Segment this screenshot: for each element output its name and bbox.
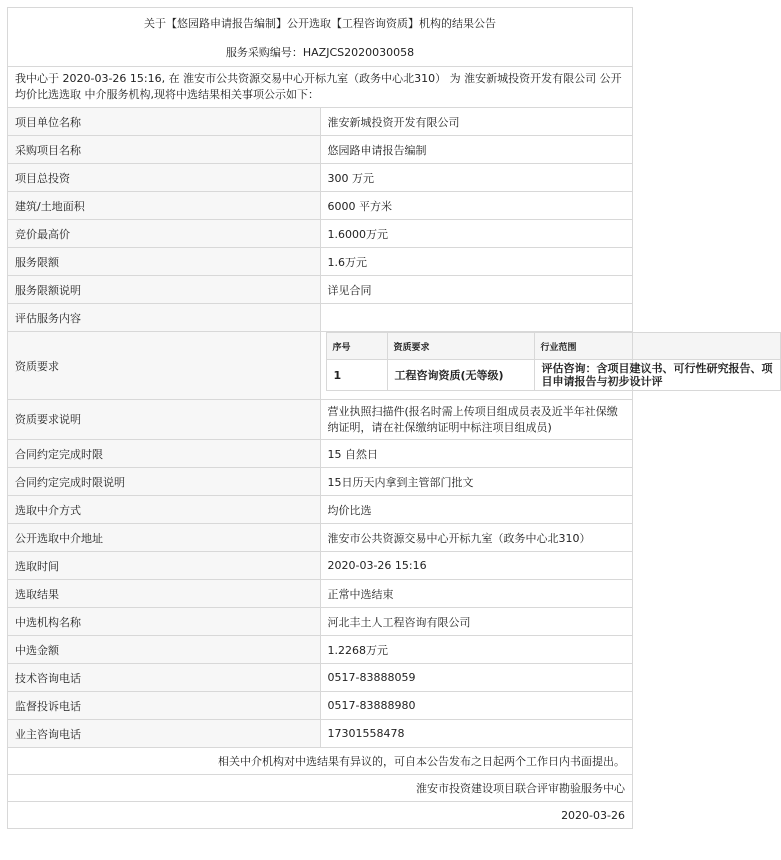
info-row [8, 164, 633, 192]
row-value: 15 自然日 [320, 440, 633, 468]
objection-notice: 相关中介机构对中选结果有异议的，可自本公告发布之日起两个工作日内书面提出。 [8, 748, 633, 775]
announcement [7, 7, 773, 829]
qualification-table [326, 332, 781, 391]
publish-date: 2020-03-26 [8, 802, 633, 829]
row-value: 均价比选 [320, 496, 633, 524]
row-value [320, 304, 633, 332]
qualification-label: 资质要求 [8, 332, 321, 400]
qual-header-scope: 行业范围 [534, 333, 780, 360]
issuing-org: 淮安市投资建设项目联合评审勘验服务中心 [8, 775, 633, 802]
row-value: 1.2268万元 [320, 636, 633, 664]
qual-desc-row [8, 400, 633, 440]
row-label: 采购项目名称 [8, 136, 321, 164]
qualification-row [8, 332, 633, 400]
qual-scope: 评估咨询：含项目建议书、可行性研究报告、项目申请报告与初步设计评 [534, 360, 780, 391]
row-label: 监督投诉电话 [8, 692, 321, 720]
qualification-cell [320, 332, 773, 400]
row-label: 公开选取中介地址 [8, 524, 321, 552]
row-label: 项目总投资 [8, 164, 321, 192]
info-row [8, 552, 633, 580]
info-row [8, 468, 633, 496]
row-label: 选取中介方式 [8, 496, 321, 524]
info-row [8, 524, 633, 552]
row-label: 业主咨询电话 [8, 720, 321, 748]
info-row [8, 440, 633, 468]
row-value: 2020-03-26 15:16 [320, 552, 633, 580]
row-value: 17301558478 [320, 720, 633, 748]
info-row [8, 664, 633, 692]
qual-req: 工程咨询资质(无等级) [387, 360, 534, 391]
qual-header-no: 序号 [326, 333, 387, 360]
row-label: 竞价最高价 [8, 220, 321, 248]
qual-no: 1 [326, 360, 387, 391]
page-title: 关于【悠园路申请报告编制】公开选取【工程咨询资质】机构的结果公告 [8, 8, 633, 39]
row-label: 服务限额说明 [8, 276, 321, 304]
row-label: 服务限额 [8, 248, 321, 276]
row-value: 淮安市公共资源交易中心开标九室（政务中心北310） [320, 524, 633, 552]
info-row [8, 192, 633, 220]
info-row [8, 636, 633, 664]
row-value: 15日历天内拿到主管部门批文 [320, 468, 633, 496]
row-label: 技术咨询电话 [8, 664, 321, 692]
info-rows-1 [8, 108, 633, 332]
info-row [8, 608, 633, 636]
row-label: 中选金额 [8, 636, 321, 664]
info-row [8, 108, 633, 136]
info-row [8, 720, 633, 748]
qual-header-req: 资质要求 [387, 333, 534, 360]
info-row [8, 580, 633, 608]
info-row [8, 692, 633, 720]
row-value: 6000 平方米 [320, 192, 633, 220]
info-row [8, 136, 633, 164]
row-label: 建筑/土地面积 [8, 192, 321, 220]
qual-desc-label: 资质要求说明 [8, 400, 321, 440]
info-row [8, 496, 633, 524]
row-value: 1.6万元 [320, 248, 633, 276]
row-value: 正常中选结束 [320, 580, 633, 608]
row-label: 项目单位名称 [8, 108, 321, 136]
info-rows-2 [8, 440, 633, 748]
row-value: 河北丰土人工程咨询有限公司 [320, 608, 633, 636]
row-label: 选取时间 [8, 552, 321, 580]
row-label: 合同约定完成时限说明 [8, 468, 321, 496]
announcement-table [7, 7, 773, 829]
row-label: 评估服务内容 [8, 304, 321, 332]
row-value: 详见合同 [320, 276, 633, 304]
row-value: 悠园路申请报告编制 [320, 136, 633, 164]
intro-text: 我中心于 2020-03-26 15:16, 在 淮安市公共资源交易中心开标九室（政务中心北310） 为 淮安新城投资开发有限公司 公开均价比选选取 中介服务机构,现将中选结果相关事项公示如下： [8, 67, 633, 108]
row-value: 1.6000万元 [320, 220, 633, 248]
row-value: 0517-83888059 [320, 664, 633, 692]
procurement-code: 服务采购编号：HAZJCS2020030058 [8, 38, 633, 67]
info-row [8, 220, 633, 248]
row-value: 0517-83888980 [320, 692, 633, 720]
row-label: 选取结果 [8, 580, 321, 608]
info-row [8, 276, 633, 304]
row-value: 淮安新城投资开发有限公司 [320, 108, 633, 136]
info-row [8, 248, 633, 276]
info-row [8, 304, 633, 332]
row-label: 合同约定完成时限 [8, 440, 321, 468]
row-value: 300 万元 [320, 164, 633, 192]
row-label: 中选机构名称 [8, 608, 321, 636]
qual-desc-value: 营业执照扫描件(报名时需上传项目组成员表及近半年社保缴纳证明，请在社保缴纳证明中标注项目组成员) [320, 400, 633, 440]
qual-row [326, 360, 780, 391]
